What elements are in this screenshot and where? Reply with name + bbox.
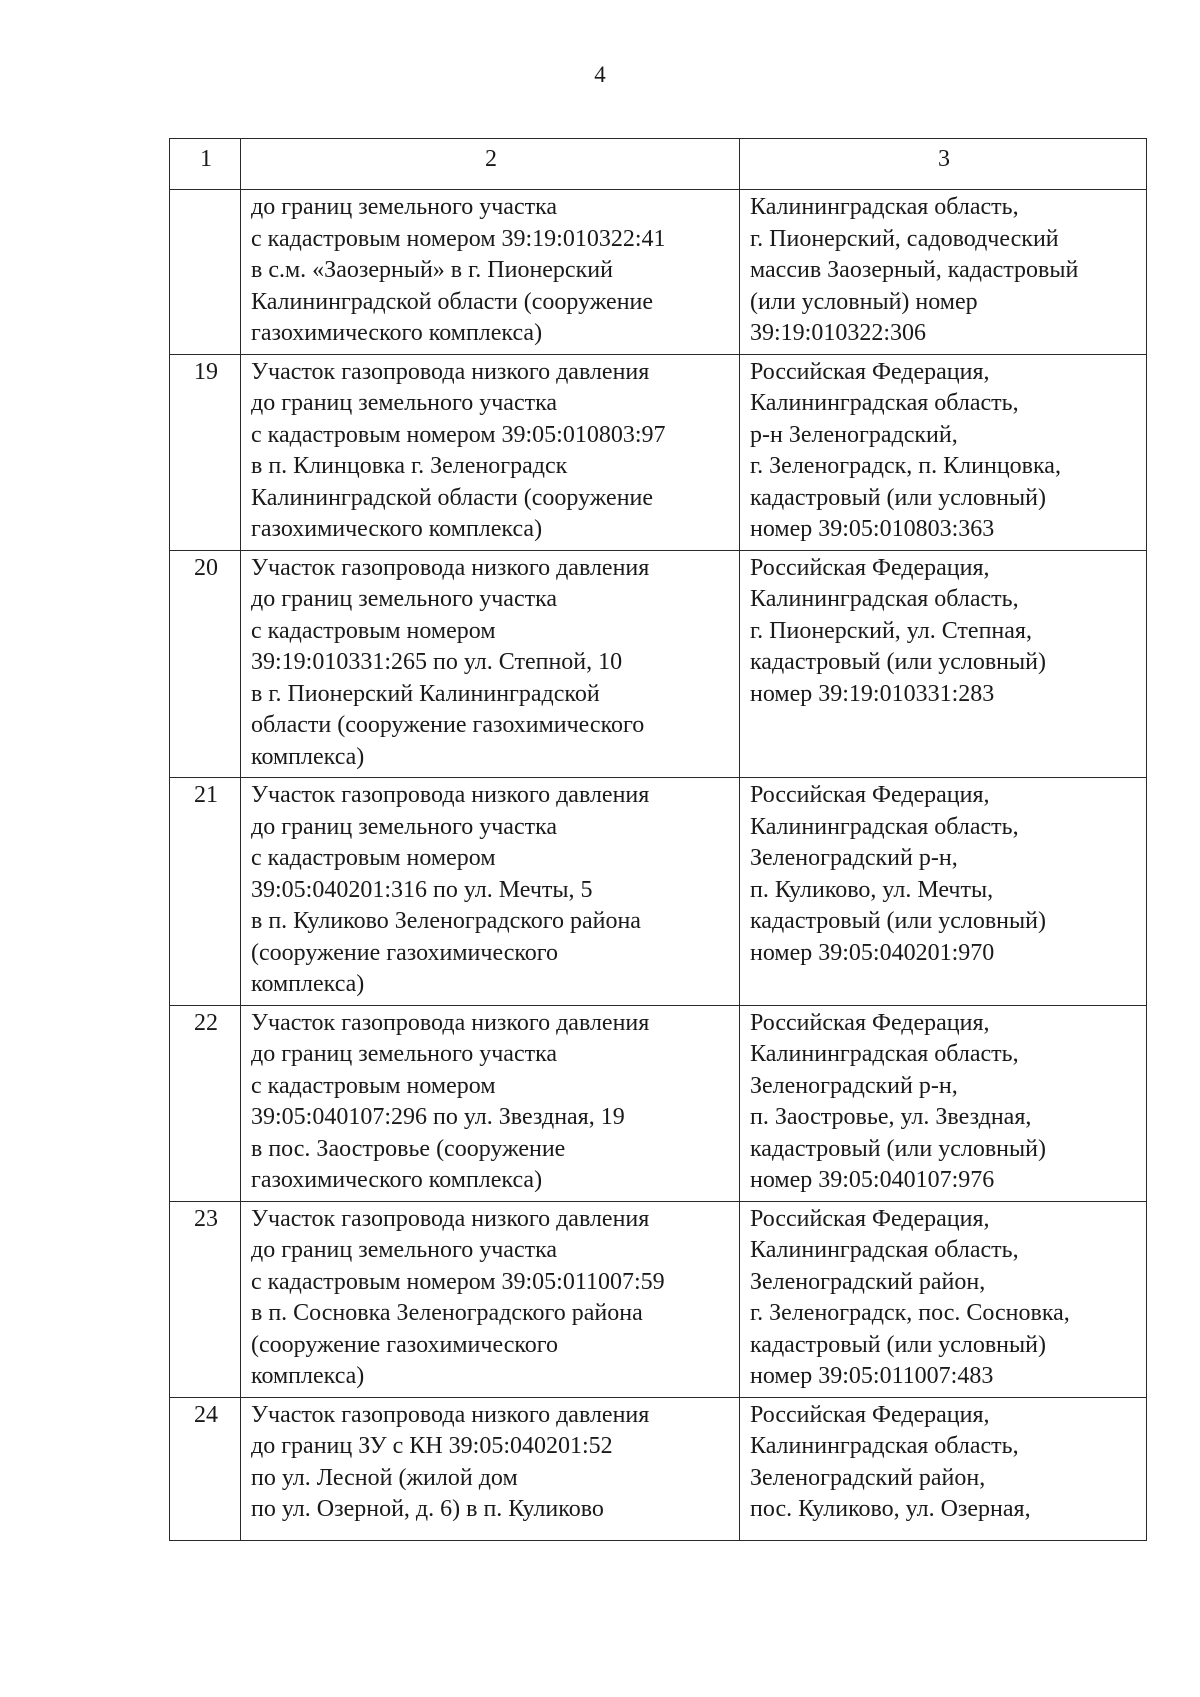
description-line: 39:05:040107:296 по ул. Звездная, 19 xyxy=(251,1104,625,1130)
description-line: в пос. Заостровье (сооружение xyxy=(251,1135,566,1162)
location-line: номер 39:05:040201:970 xyxy=(750,939,995,966)
row-description xyxy=(241,1005,740,1201)
row-number: 20 xyxy=(170,550,241,778)
location-line: р-н Зеленоградский, xyxy=(750,421,958,448)
description-line: до границ земельного участка xyxy=(251,1237,558,1263)
column-header-description: 2 xyxy=(241,139,740,190)
description-line: (сооружение газохимического xyxy=(251,939,559,966)
location-line: п. Куликово, ул. Мечты, xyxy=(750,876,994,903)
row-description xyxy=(241,354,740,550)
table-row xyxy=(170,190,1147,355)
description-line: с кадастровым номером xyxy=(251,617,496,644)
location-line: номер 39:05:011007:483 xyxy=(750,1363,994,1389)
location-line: Российская Федерация, xyxy=(750,554,990,581)
description-line: в с.м. «Заозерный» в г. Пионерский xyxy=(251,257,613,283)
description-line: с кадастровым номером xyxy=(251,845,496,871)
description-line: до границ земельного участка xyxy=(251,194,558,220)
row-location xyxy=(740,354,1147,550)
location-line: г. Зеленоградск, пос. Сосновка, xyxy=(750,1300,1070,1326)
row-number: 23 xyxy=(170,1201,241,1397)
location-line: Калининградская область, xyxy=(750,194,1019,220)
column-header-number: 1 xyxy=(170,139,241,190)
location-line: номер 39:05:010803:363 xyxy=(750,516,995,542)
row-number: 22 xyxy=(170,1005,241,1201)
location-line: г. Пионерский, садоводческий xyxy=(750,225,1059,252)
description-line: комплекса) xyxy=(251,1363,365,1389)
table-row xyxy=(170,1005,1147,1201)
location-line: Калининградская область, xyxy=(750,586,1019,612)
location-line: Зеленоградский р-н, xyxy=(750,1072,958,1099)
description-line: до границ земельного участка xyxy=(251,390,558,416)
row-description xyxy=(241,1397,740,1540)
description-line: газохимического комплекса) xyxy=(251,1167,543,1193)
table-row xyxy=(170,778,1147,1006)
location-line: Калининградская область, xyxy=(750,390,1019,416)
location-line: г. Пионерский, ул. Степная, xyxy=(750,617,1032,644)
location-line: Российская Федерация, xyxy=(750,1009,990,1036)
description-line: до границ ЗУ с КН 39:05:040201:52 xyxy=(251,1433,613,1459)
row-number: 21 xyxy=(170,778,241,1006)
description-line: Калининградской области (сооружение xyxy=(251,288,654,315)
table-row xyxy=(170,1201,1147,1397)
description-line: Участок газопровода низкого давления xyxy=(251,1401,650,1428)
description-line: (сооружение газохимического xyxy=(251,1331,559,1358)
table-row xyxy=(170,354,1147,550)
location-line: Калининградская область, xyxy=(750,813,1019,840)
row-location xyxy=(740,190,1147,355)
row-location xyxy=(740,550,1147,778)
row-description xyxy=(241,1201,740,1397)
description-line: до границ земельного участка xyxy=(251,586,558,612)
row-number: 24 xyxy=(170,1397,241,1540)
row-location xyxy=(740,778,1147,1006)
description-line: в п. Сосновка Зеленоградского района xyxy=(251,1300,643,1326)
description-line: газохимического комплекса) xyxy=(251,516,543,542)
description-line: Участок газопровода низкого давления xyxy=(251,1205,650,1232)
location-line: Российская Федерация, xyxy=(750,1205,990,1232)
description-line: Участок газопровода низкого давления xyxy=(251,554,650,581)
location-line: (или условный) номер xyxy=(750,288,978,315)
description-line: по ул. Озерной, д. 6) в п. Куликово xyxy=(251,1496,604,1522)
description-line: с кадастровым номером 39:05:010803:97 xyxy=(251,421,666,448)
location-line: кадастровый (или условный) xyxy=(750,1135,1046,1162)
description-line: Участок газопровода низкого давления xyxy=(251,782,650,808)
row-description xyxy=(241,550,740,778)
description-line: 39:05:040201:316 по ул. Мечты, 5 xyxy=(251,876,593,903)
row-location xyxy=(740,1397,1147,1540)
location-line: кадастровый (или условный) xyxy=(750,484,1046,511)
location-line: кадастровый (или условный) xyxy=(750,908,1046,934)
description-line: комплекса) xyxy=(251,743,365,770)
description-line: 39:19:010331:265 по ул. Степной, 10 xyxy=(251,649,623,675)
description-line: Калининградской области (сооружение xyxy=(251,484,654,511)
location-line: Российская Федерация, xyxy=(750,782,990,808)
description-line: в п. Куликово Зеленоградского района xyxy=(251,908,641,934)
location-line: Российская Федерация, xyxy=(750,358,990,385)
location-line: 39:19:010322:306 xyxy=(750,320,927,346)
description-line: до границ земельного участка xyxy=(251,1041,558,1067)
description-line: до границ земельного участка xyxy=(251,813,558,840)
description-line: в п. Клинцовка г. Зеленоградск xyxy=(251,453,568,479)
row-number: 19 xyxy=(170,354,241,550)
table-row xyxy=(170,550,1147,778)
location-line: номер 39:05:040107:976 xyxy=(750,1167,995,1193)
description-line: Участок газопровода низкого давления xyxy=(251,358,650,385)
location-line: массив Заозерный, кадастровый xyxy=(750,257,1079,283)
description-line: с кадастровым номером 39:19:010322:41 xyxy=(251,225,666,252)
location-line: Калининградская область, xyxy=(750,1041,1019,1067)
location-line: Зеленоградский р-н, xyxy=(750,845,958,871)
location-line: кадастровый (или условный) xyxy=(750,1331,1046,1358)
description-line: газохимического комплекса) xyxy=(251,320,543,346)
row-location xyxy=(740,1201,1147,1397)
location-line: Зеленоградский район, xyxy=(750,1464,986,1491)
location-line: Российская Федерация, xyxy=(750,1401,990,1428)
row-location xyxy=(740,1005,1147,1201)
page-number: 4 xyxy=(594,62,606,87)
location-line: кадастровый (или условный) xyxy=(750,649,1046,675)
description-line: с кадастровым номером 39:05:011007:59 xyxy=(251,1268,665,1295)
location-line: г. Зеленоградск, п. Клинцовка, xyxy=(750,453,1061,479)
description-line: по ул. Лесной (жилой дом xyxy=(251,1464,518,1491)
row-number xyxy=(170,190,241,355)
location-line: пос. Куликово, ул. Озерная, xyxy=(750,1496,1031,1522)
description-line: области (сооружение газохимического xyxy=(251,712,645,738)
column-header-location: 3 xyxy=(740,139,1147,190)
description-line: комплекса) xyxy=(251,971,365,997)
row-description xyxy=(241,190,740,355)
location-line: Калининградская область, xyxy=(750,1237,1019,1263)
description-line: в г. Пионерский Калининградской xyxy=(251,680,600,707)
location-line: п. Заостровье, ул. Звездная, xyxy=(750,1104,1032,1130)
location-line: номер 39:19:010331:283 xyxy=(750,680,995,707)
row-description xyxy=(241,778,740,1006)
description-line: Участок газопровода низкого давления xyxy=(251,1009,650,1036)
table-row xyxy=(170,1397,1147,1540)
description-line: с кадастровым номером xyxy=(251,1072,496,1099)
table-header-row xyxy=(170,139,1147,190)
location-line: Калининградская область, xyxy=(750,1433,1019,1459)
location-line: Зеленоградский район, xyxy=(750,1268,986,1295)
objects-table xyxy=(169,138,1147,1541)
